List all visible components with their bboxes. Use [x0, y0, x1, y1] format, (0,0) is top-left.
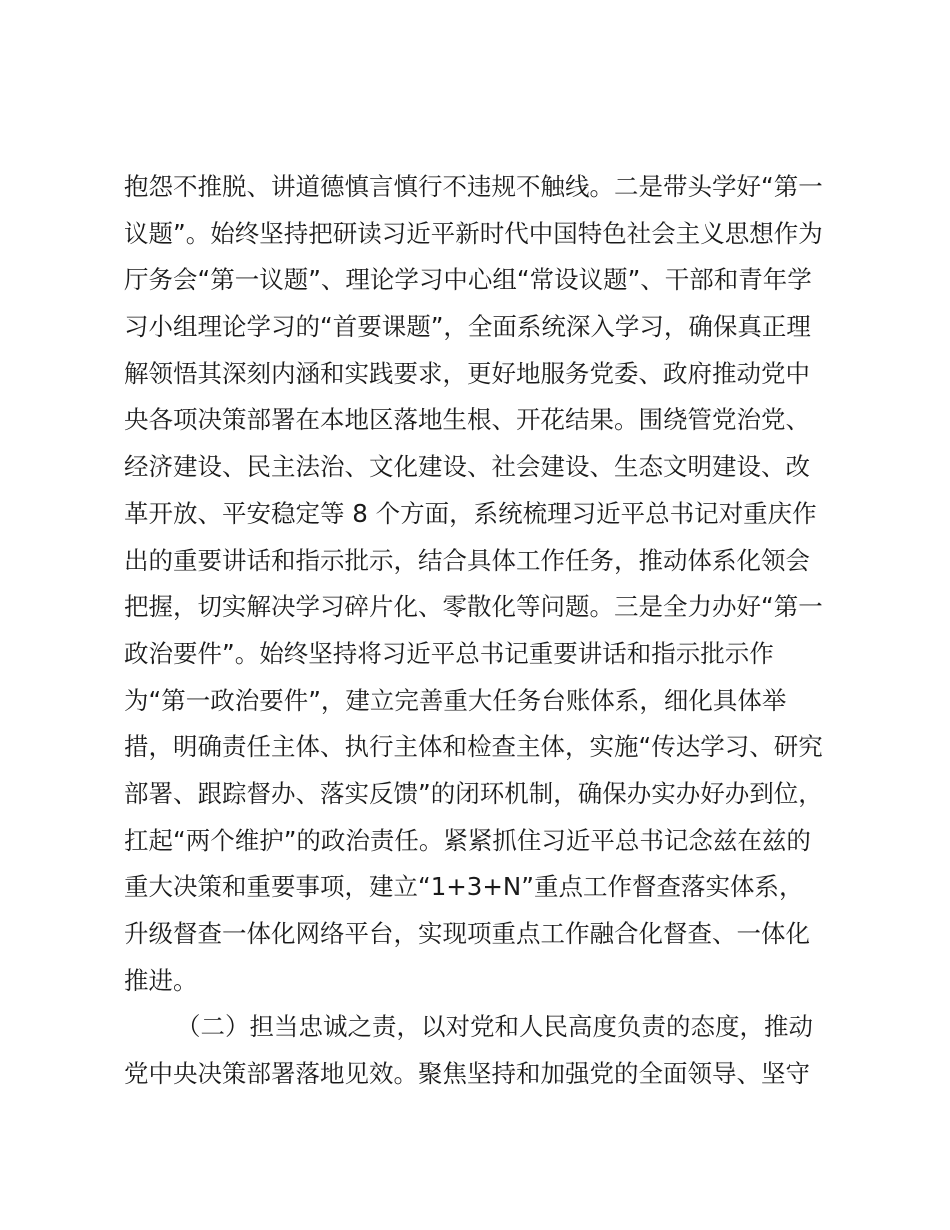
text-line: 措，明确责任主体、执行主体和检查主体，实施“传达学习、研究 — [124, 732, 823, 762]
text-line: 革开放、平安稳定等 8 个方面，系统梳理习近平总书记对重庆作 — [124, 498, 817, 528]
text-line: 出的重要讲话和指示批示，结合具体工作任务，推动体系化领会 — [124, 545, 810, 575]
text-line: 抱怨不推脱、讲道德慎言慎行不违规不触线。二是带头学好“第一 — [124, 172, 823, 201]
text-line: 推进。 — [124, 965, 198, 995]
section-heading-line: （二）担当忠诚之责，以对党和人民高度负责的态度，推动 — [176, 1012, 813, 1042]
text-line: 为“第一政治要件”，建立完善重大任务台账体系，细化具体举 — [124, 685, 787, 715]
text-line: 议题”。始终坚持把研读习近平新时代中国特色社会主义思想作为 — [124, 218, 823, 248]
text-line: 厅务会“第一议题”、理论学习中心组“常设议题”、干部和青年学 — [124, 265, 812, 295]
text-line: 部署、跟踪督办、落实反馈”的闭环机制，确保办实办好办到位， — [124, 778, 823, 808]
text-line: 党中央决策部署落地见效。聚焦坚持和加强党的全面领导、坚守 — [124, 1059, 810, 1089]
text-line: 把握，切实解决学习碎片化、零散化等问题。三是全力办好“第一 — [124, 592, 823, 622]
text-line: 重大决策和重要事项，建立“1+3+N”重点工作督查落实体系， — [124, 872, 804, 902]
text-line: 央各项决策部署在本地区落地生根、开花结果。围绕管党治党、 — [124, 405, 810, 435]
text-line: 习小组理论学习的“首要课题”，全面系统深入学习，确保真正理 — [124, 312, 811, 342]
body-text — [124, 164, 844, 1098]
text-line: 经济建设、民主法治、文化建设、社会建设、生态文明建设、改 — [124, 452, 810, 482]
text-line: 解领悟其深刻内涵和实践要求，更好地服务党委、政府推动党中 — [124, 358, 810, 388]
text-line: 升级督查一体化网络平台，实现项重点工作融合化督查、一体化 — [124, 919, 810, 948]
text-line: 政治要件”。始终坚持将习近平总书记重要讲话和指示批示作 — [124, 638, 774, 668]
text-line: 扛起“两个维护”的政治责任。紧紧抓住习近平总书记念兹在兹的 — [124, 825, 811, 855]
